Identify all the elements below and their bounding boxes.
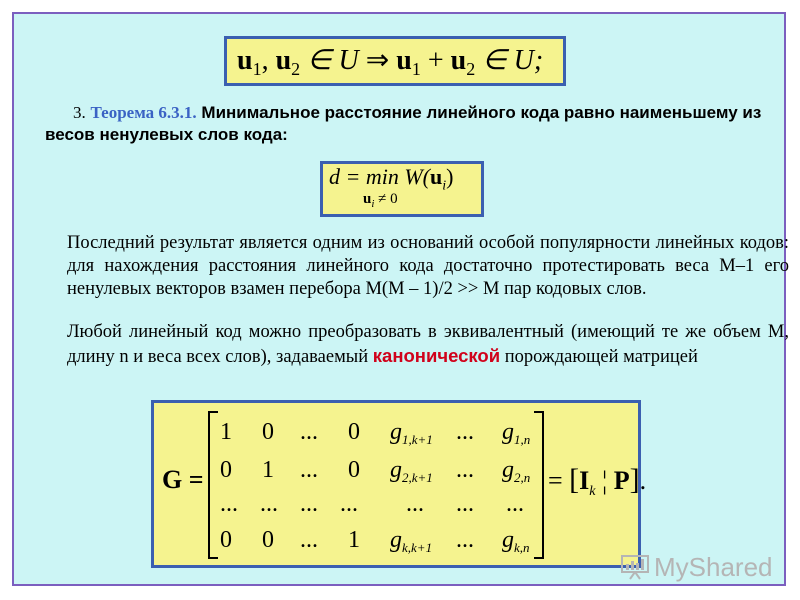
watermark-text: MyShared xyxy=(654,552,773,582)
sub-1: 1 xyxy=(252,59,262,79)
matrix-right-bracket xyxy=(534,411,544,559)
min-condition: $u_i \ne 0$ xyxy=(363,191,398,210)
formula-generator-matrix: G = 1 0 ... 0 $g_{1,k+1}$ ... $g_{1,n}$ 0 1 ... 0 $g_{2,k+1}$ ... $g_{2,n}$ ... ... ... ... ... ... ... 0 0 ... 1 $g_{k,k+1}$ ... $g_{k,n}$ = [$I_k$ ¦ P]. xyxy=(151,400,641,568)
theorem-title: Теорема 6.3.1. xyxy=(90,103,197,122)
plus: + xyxy=(420,45,451,76)
formula-set-closure xyxy=(224,36,566,86)
watermark-logo xyxy=(620,552,773,583)
in-u: ∈ U xyxy=(300,45,366,76)
in-u-end: ∈ U; xyxy=(475,45,544,76)
paragraph-linear-codes: Последний результат является одним из оснований особой популярности линейных кодов: для нахождения расстояния линейного кода достаточно протестировать веса M–1 его ненулевых векторов взамен перебора M(M – 1)/2 >> M пар кодовых слов. xyxy=(67,233,789,299)
matrix-rhs: = [$I_k$ ¦ P]. xyxy=(548,463,647,500)
paragraph-canonical: Любой линейный код можно преобразовать в эквивалентный (имеющий те же объем M, длину n и веса всех слов), задаваемый канонической порождающей матрицей xyxy=(67,322,789,367)
matrix-left-bracket xyxy=(208,411,218,559)
u-symbol: u xyxy=(396,45,412,76)
sub-2: 2 xyxy=(466,59,476,79)
sub-2: 2 xyxy=(291,59,301,79)
u-symbol: u xyxy=(450,45,467,76)
implies-symbol: ⇒ xyxy=(365,45,397,76)
theorem-number: 3. xyxy=(73,103,86,122)
chart-presentation-icon xyxy=(620,554,650,580)
theorem-statement xyxy=(45,102,767,146)
highlight-canonical: канонической xyxy=(372,345,501,366)
matrix-g-label: G = xyxy=(162,465,204,494)
sub-1: 1 xyxy=(411,59,421,79)
slide xyxy=(12,12,789,586)
formula-min-weight xyxy=(320,161,484,217)
u-symbol: u xyxy=(237,45,253,76)
u-symbol: u xyxy=(275,45,292,76)
min-expression: $d = \min W(u_i)$ xyxy=(329,164,454,194)
theorem-text: Минимальное расстояние линейного кода равно наименьшему из весов ненулевых слов кода: xyxy=(45,103,762,144)
comma: , xyxy=(261,45,276,76)
